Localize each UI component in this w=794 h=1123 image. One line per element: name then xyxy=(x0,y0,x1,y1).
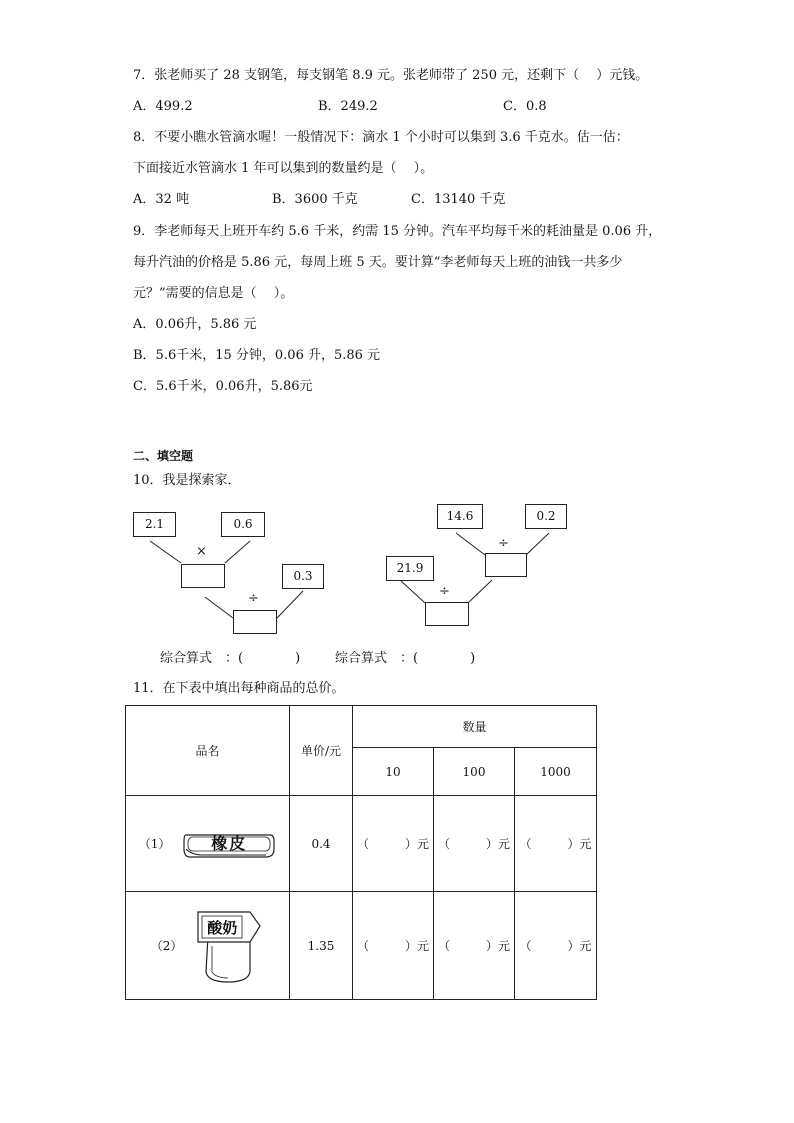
formula-answer-left[interactable]: 综合算式 ：( ) xyxy=(160,651,301,666)
answer-cell-10[interactable]: （ ）元 xyxy=(353,796,434,892)
answer-cell-100[interactable]: （ ）元 xyxy=(434,796,515,892)
right-tree-number-21.9: 21.9 xyxy=(386,556,434,581)
q8-option-a: A．32 吨 xyxy=(133,192,190,207)
left-tree-number-2.1: 2.1 xyxy=(133,512,176,537)
q9-option-b: B．5.6千米，15 分钟，0.06 升，5.86 元 xyxy=(133,348,381,363)
q9-option-a: A．0.06升，5.86 元 xyxy=(133,317,257,332)
q9-option-c: C．5.6千米，0.06升，5.86元 xyxy=(133,379,313,394)
left-tree-result-box-2[interactable] xyxy=(233,610,277,634)
header-qty-1000: 1000 xyxy=(515,748,597,796)
divide-sign: ÷ xyxy=(248,591,259,606)
answer-cell-10[interactable]: （ ）元 xyxy=(353,892,434,1000)
question-10-title: 10．我是探索家． xyxy=(133,473,241,488)
q7-option-b: B．249.2 xyxy=(318,99,378,114)
header-qty-100: 100 xyxy=(434,748,515,796)
question-8-line2: 下面接近水管滴水 1 年可以集到的数量约是（ ）。 xyxy=(133,161,434,176)
yogurt-image xyxy=(194,906,264,986)
eraser-image xyxy=(182,827,276,861)
answer-cell-1000[interactable]: （ ）元 xyxy=(515,892,597,1000)
answer-cell-1000[interactable]: （ ）元 xyxy=(515,796,597,892)
right-tree-number-0.2: 0.2 xyxy=(525,504,567,529)
right-tree-result-box-1[interactable] xyxy=(485,553,527,577)
header-qty-10: 10 xyxy=(353,748,434,796)
header-quantity: 数量 xyxy=(353,706,597,748)
price-cell: 0.4 xyxy=(290,796,353,892)
header-product-name: 品名 xyxy=(126,706,290,796)
product-cell-eraser xyxy=(126,796,290,892)
multiply-sign: × xyxy=(196,544,207,559)
formula-answer-right[interactable]: 综合算式 ：( ) xyxy=(335,651,476,666)
table-row xyxy=(126,796,597,892)
left-tree-number-0.6: 0.6 xyxy=(221,512,265,537)
eraser-label: 橡皮 xyxy=(211,833,248,853)
question-8-line1: 8．不要小瞧水管滴水喔！一般情况下：滴水 1 个小时可以集到 3.6 千克水。估一估： xyxy=(133,130,629,145)
question-9-line2: 每升汽油的价格是 5.86 元，每周上班 5 天。要计算“李老师每天上班的油钱一共多少 xyxy=(133,255,623,270)
q8-option-b: B．3600 千克 xyxy=(272,192,358,207)
row-index: （1） xyxy=(138,837,171,851)
left-tree-result-box-1[interactable] xyxy=(181,564,225,588)
section-title: 二、填空题 xyxy=(133,449,194,463)
right-tree-number-14.6: 14.6 xyxy=(437,504,483,529)
divide-sign: ÷ xyxy=(498,536,509,551)
divide-sign: ÷ xyxy=(439,584,450,599)
question-9-line3: 元？”需要的信息是（ ）。 xyxy=(133,286,294,301)
question-11-title: 11．在下表中填出每种商品的总价。 xyxy=(133,681,345,696)
question-7-text: 7．张老师买了 28 支钢笔，每支钢笔 8.9 元。张老师带了 250 元，还剩下（ ）元钱。 xyxy=(133,68,649,83)
q7-option-a: A．499.2 xyxy=(133,99,193,114)
price-table xyxy=(125,705,597,1000)
price-cell: 1.35 xyxy=(290,892,353,1000)
answer-cell-100[interactable]: （ ）元 xyxy=(434,892,515,1000)
left-tree-number-0.3: 0.3 xyxy=(282,564,324,589)
table-row xyxy=(126,892,597,1000)
q8-option-c: C．13140 千克 xyxy=(411,192,506,207)
question-9-line1: 9．李老师每天上班开车约 5.6 千米，约需 15 分钟。汽车平均每千米的耗油量是 0.06 升， xyxy=(133,224,662,239)
row-index: （2） xyxy=(150,939,183,953)
yogurt-label: 酸奶 xyxy=(207,918,238,937)
product-cell-yogurt xyxy=(126,892,290,1000)
q7-option-c: C．0.8 xyxy=(503,99,547,114)
right-tree-result-box-2[interactable] xyxy=(425,602,469,626)
header-unit-price: 单价/元 xyxy=(290,706,353,796)
